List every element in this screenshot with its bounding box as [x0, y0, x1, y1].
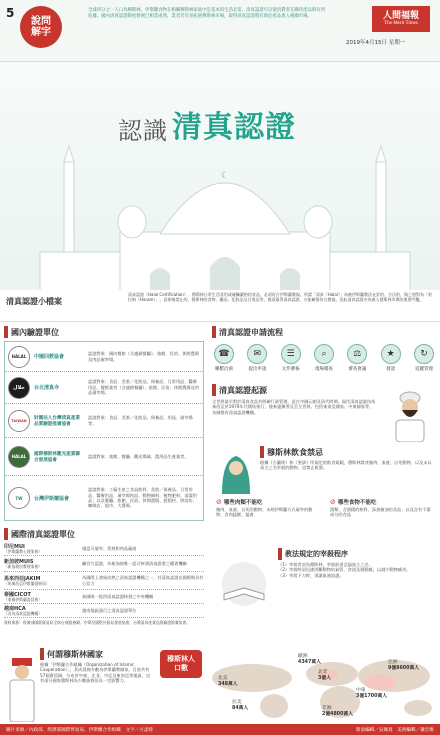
- paper-name: 人間福報: [382, 11, 419, 21]
- slaughter-title: 教法規定的宰殺程序: [285, 550, 348, 558]
- pop-africa: [322, 706, 353, 717]
- region-name: 北美: [218, 676, 228, 681]
- inspect-icon: ⌕: [314, 344, 334, 364]
- pop-middle-east: [356, 688, 387, 699]
- certificate-icon: ★: [381, 344, 401, 364]
- org-sub: （伊斯蘭教士理事會）: [4, 549, 42, 554]
- slaughter-section: [212, 548, 436, 612]
- domestic-section: [4, 326, 204, 524]
- table-row: [5, 342, 203, 372]
- mini-file: [0, 290, 440, 322]
- slaughter-steps: [278, 562, 434, 578]
- region-name: 非洲: [322, 706, 332, 711]
- meat-taboo: [216, 498, 316, 518]
- domestic-table: [4, 341, 204, 521]
- org-desc: 屬官方認證，為新加坡唯一認可核發清真證書之權責機關: [82, 560, 187, 566]
- heading-bar: [4, 326, 8, 338]
- region-value: 9億8600萬人: [388, 665, 420, 671]
- origin-text: 全世界最早對於清真食品有明確行政管理，是在中國元朝及清代時期。現代清真認證由馬來西亞於1970年代開始推行，後來逐漸普及至全世界，包括東南亞國家、中東國家等，各國都有清真認證機構。: [212, 399, 376, 415]
- org-desc: 認證對象：工廠生產之食品飲料、美妝／保養品、日常用品、醫療用品、屠宰場肉品、動物飼料、植物肥料、清潔用品；以及餐廳、旅館、民宿、休閒農場、渡假村、烘焙坊、咖啡店、超市、大賣場。: [88, 487, 197, 509]
- halal-logo-icon: TAIWAN: [8, 410, 30, 432]
- region-value: 84萬人: [232, 705, 249, 711]
- step-label: 提出申請: [248, 367, 267, 372]
- muslim-man-illustration: [8, 656, 36, 722]
- region-value: 348萬人: [218, 681, 238, 687]
- source-footnote: 資料來源：經濟部國際貿易局全球台商服務網、中華民國對外貿易發展協會、台灣清真產業品質驗證推廣協會。: [4, 620, 191, 625]
- step-label: 審查會議: [348, 367, 367, 372]
- org-desc: 認證對象：旅館、餐廳、觀光場域、農用品生產業者。: [88, 453, 189, 459]
- org-name: 台北清真寺: [34, 385, 60, 391]
- region-value: 3億1700萬人: [356, 693, 388, 699]
- process-steps: [212, 344, 436, 372]
- heading-bar: [278, 548, 282, 560]
- process-section: [212, 326, 436, 378]
- region-value: 4347萬人: [298, 659, 321, 665]
- muslim-man-illustration: [388, 388, 432, 442]
- org-desc: 泰國唯一提供清真認證核發之中央機關: [82, 593, 154, 599]
- countries-title: 何謂穆斯林國家: [47, 649, 103, 659]
- process-step: [347, 344, 367, 372]
- org-sub: （馬來西亞伊斯蘭發展局）: [4, 581, 50, 586]
- table-row: [4, 572, 204, 590]
- population-label-box: [160, 650, 202, 678]
- table-row: [4, 556, 204, 572]
- table-row: [5, 372, 203, 404]
- taboo-text: 根據《古蘭經》和《聖訓》所規定的飲食規範，穆斯林禁食豬肉、血液、自死動物，以及未以真主之名宰殺的動物，也禁止飲酒。: [260, 460, 432, 471]
- org-desc: 認證對象：食品、美妝／化妝品、保養品、日常用品、醫療用品、餐飲業者（含連鎖餐廳）、旅館、民宿、休閒農場及肉品屠宰場。: [88, 379, 199, 396]
- countries-text: 根據「伊斯蘭合作組織（Organization of Islamic Cooperation）」，其成員國多數為伊斯蘭教國家，目前共有57個會員國，分布於中東、北非、中亞及東南亞等地區，也有部分國家穆斯林為少數族群但具一定影響力。: [40, 662, 151, 684]
- process-step: [214, 344, 234, 372]
- region-value: 2億4800萬人: [322, 711, 354, 717]
- paper-en: The Merit Times: [384, 21, 418, 26]
- column-title: 說問解字: [31, 16, 51, 38]
- org-name: 泰國CICOT: [4, 592, 31, 598]
- org-desc: 為國際上發展成熟之清真認證機構之一，其清真認證在國際間具有公信力: [82, 575, 204, 586]
- region-name: 拉美: [232, 700, 242, 705]
- slaughter-heading: [278, 548, 348, 560]
- org-name: 新加坡MUIS: [4, 559, 34, 565]
- food-answer: 酒類、含酒精的飲料、添加豬油的食品、以及含有不潔成分的食品: [330, 507, 431, 518]
- intl-table: [4, 542, 204, 626]
- heading-bar: [40, 648, 44, 660]
- domestic-title: 國內驗證單位: [11, 327, 59, 337]
- pop-asia: [388, 660, 419, 671]
- woman-hijab-illustration: [216, 450, 256, 494]
- halal-logo-icon: HALAL: [8, 346, 30, 368]
- mini-file-text: 清真認證（Halal Certification），穆斯林日常生活食用或碰觸嚴格的食品，必須符合伊斯蘭教規。所謂「清真（Halal）」為被伊斯蘭教法允許的、合法的，與之相對為「哈拉姆（Haram）」，意即被禁止的。穆斯林的食物、藥品、化妝品及日用品等，都須取得清真認證，方能確保符合教規，因此清真認證亦為進入穆斯林市場的重要門檻。: [128, 292, 432, 302]
- step-label: 發證: [386, 367, 396, 372]
- issue-date: 2019年4月15日 星期一: [346, 40, 406, 46]
- hero-title-a: 認識: [118, 117, 168, 145]
- meat-question: 哪些肉類不能吃: [223, 500, 263, 506]
- slaughter-step: （1）宰殺者須為穆斯林，宰殺前須念誦真主之名。: [278, 562, 373, 567]
- org-desc: 認證對象：國內餐飲（含連鎖餐廳）、旅館、民宿、休閒農場及肉品屠宰場。: [88, 351, 199, 362]
- page-number: 5: [6, 6, 15, 20]
- header-intro: 全球四分之一人口為穆斯林，伊斯蘭食物在相關穆斯林家庭中是基本的生活必需，清真認證可以使消費者在購買產品時有所依據。國內清真認證制度發展已相當成熟，業者若有意拓展穆斯林市場，取得清真認證將有助於產品進入相關市場。: [88, 8, 326, 19]
- taboo-heading: [260, 446, 323, 458]
- heading-bar: [260, 446, 264, 458]
- intl-section: [4, 528, 204, 646]
- heading-bar: [4, 528, 8, 540]
- halal-logo-icon: HALAL: [8, 446, 30, 468]
- book-illustration: [216, 558, 272, 608]
- table-row: [4, 590, 204, 604]
- process-step: [414, 344, 434, 372]
- halal-logo-icon: حلال: [8, 377, 30, 399]
- org-name: 印尼MUI: [4, 544, 25, 550]
- org-desc: 認證對象：食品、美妝／化妝品、保養品、用品、屠宰場等。: [88, 415, 193, 426]
- step-label: 聯繫洽詢: [215, 367, 233, 372]
- population-label: 穆斯林人口數: [167, 655, 195, 672]
- org-sub: （河內清真認證機構）: [4, 611, 42, 616]
- masthead-logo: [372, 6, 430, 32]
- process-step: [314, 344, 334, 372]
- gavel-icon: ⚖: [347, 344, 367, 364]
- process-title: 清真認證申請流程: [219, 327, 283, 337]
- org-sub: （新加坡回教理事會）: [4, 564, 42, 569]
- table-row: [5, 438, 203, 476]
- region-name: 歐洲: [298, 654, 308, 659]
- origin-section: [212, 384, 436, 442]
- hero-title: [118, 102, 296, 146]
- editor: 版面編輯／吳佩真 美術編輯／蕭宏維: [355, 727, 434, 733]
- hero-title-b: 清真認證: [172, 110, 296, 145]
- region-name: 北非: [318, 670, 328, 675]
- heading-bar: [212, 384, 216, 396]
- page-footer: [0, 724, 440, 735]
- svg-text:☾: ☾: [220, 171, 230, 181]
- table-row: [4, 604, 204, 618]
- pop-north-africa: [318, 670, 331, 681]
- intl-title: 國際清真認證單位: [11, 529, 75, 539]
- document-icon: ☰: [281, 344, 301, 364]
- meat-answer: 豬肉、血液、自死的動物、未經伊斯蘭方式屠宰的動物、食肉猛獸、猛禽: [216, 507, 313, 518]
- org-desc: 僅認可屠宰、煮熟和肉品廠商: [82, 545, 137, 551]
- process-step: [381, 344, 401, 372]
- region-value: 3億人: [318, 675, 331, 681]
- process-step: [247, 344, 267, 372]
- org-name: 中國回教協會: [34, 354, 65, 360]
- phone-icon: ☎: [214, 344, 234, 364]
- step-label: 現場稽查: [314, 367, 333, 372]
- org-name: 財團法人台灣清真產業品質驗證推廣協會: [34, 415, 80, 427]
- table-row: [4, 542, 204, 556]
- org-name: 國際穆斯林觀光產業聯合發展協會: [34, 451, 80, 463]
- credits: 圖片來源／內政部、經濟部國際貿易局、伊斯蘭合作組織 文字／方彥蓉: [6, 727, 154, 733]
- countries-heading: [40, 648, 103, 660]
- slaughter-step: （2）宰殺時須迅速切斷動物的氣管、食道及頸動脈，以減少動物痛苦。: [278, 567, 411, 573]
- table-row: [5, 476, 203, 520]
- org-name: 馬來西亞JAKIM: [4, 576, 41, 582]
- origin-title: 清真認證起源: [219, 385, 267, 395]
- pop-europe: [298, 654, 321, 665]
- track-icon: ↻: [414, 344, 434, 364]
- domestic-heading: [4, 326, 204, 338]
- column-badge: [20, 6, 62, 48]
- taboo-section: [212, 446, 436, 546]
- step-label: 追蹤管理: [414, 367, 433, 372]
- page-header: [0, 0, 440, 62]
- region-name: 中東: [356, 688, 366, 693]
- mail-icon: ✉: [247, 344, 267, 364]
- bottom-band: [0, 648, 440, 724]
- process-heading: [212, 326, 436, 338]
- mini-file-label: 清真認證小檔案: [6, 297, 62, 306]
- food-question: 哪些食物不能吃: [337, 500, 377, 506]
- process-step: [281, 344, 301, 372]
- pop-north-america: [218, 676, 238, 687]
- intl-heading: [4, 528, 204, 540]
- taboo-title: 穆斯林飲食禁忌: [267, 447, 323, 457]
- pop-latin-america: [232, 700, 248, 711]
- no-icon: ⊘: [330, 498, 336, 506]
- org-sub: （泰國伊斯蘭委員會）: [4, 597, 42, 602]
- slaughter-step: （3）宰殺下刀時，須讓血液流盡。: [278, 572, 344, 578]
- org-name: 台灣伊斯蘭協會: [34, 495, 70, 502]
- hero-banner: [0, 62, 440, 302]
- region-name: 亞洲: [388, 660, 398, 665]
- org-desc: 越南地區通行之清真認證單位: [82, 607, 137, 613]
- table-row: [5, 404, 203, 438]
- no-icon: ⊘: [216, 498, 222, 506]
- heading-bar: [212, 326, 216, 338]
- step-label: 文件審核: [281, 367, 300, 372]
- halal-logo-icon: TW: [8, 487, 30, 509]
- mosque-illustration: [20, 142, 430, 302]
- org-name: 越南HCA: [4, 606, 26, 612]
- food-taboo: [330, 498, 434, 518]
